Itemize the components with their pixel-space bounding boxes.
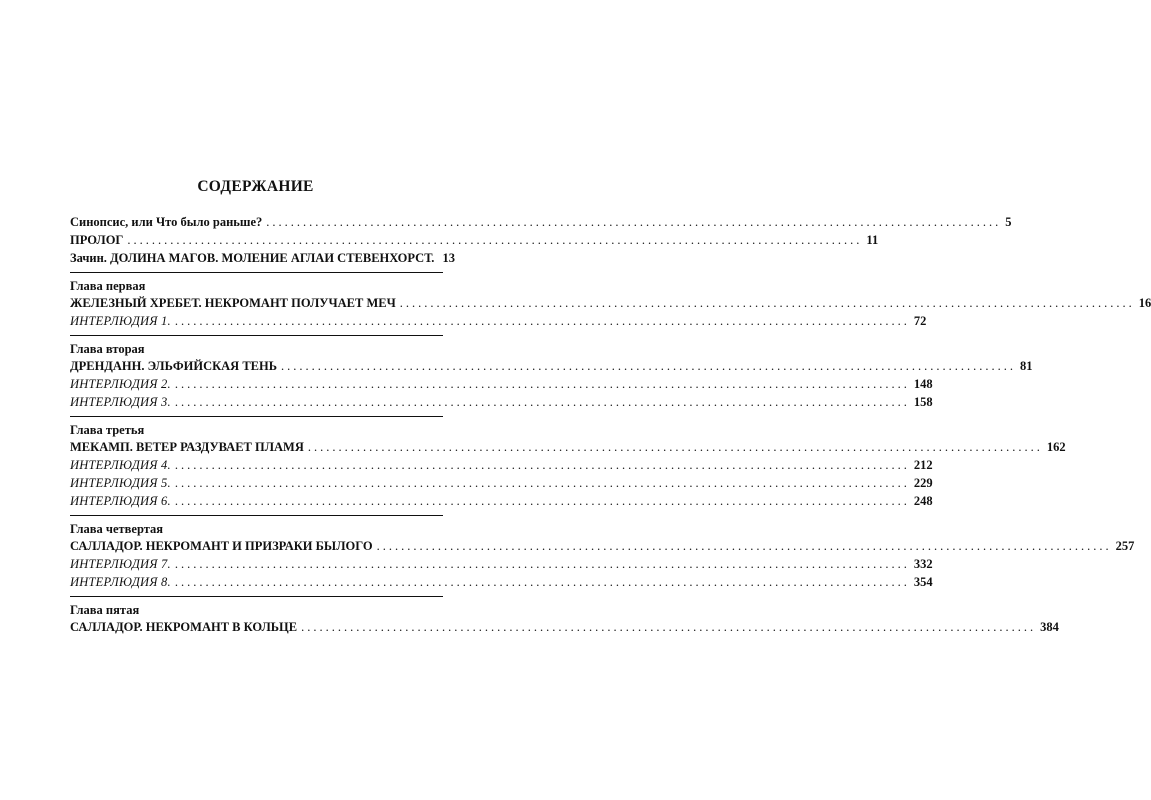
toc-leader-dots: ........................................................................................................................ [281, 359, 1017, 373]
toc-entry-title: МЕКАМП. ВЕТЕР РАЗДУВАЕТ ПЛАМЯ [70, 440, 304, 454]
chapter-heading: Глава четвертая [70, 522, 164, 536]
toc-leader-dots: ........................................................................................................................ [266, 215, 1002, 229]
toc-leader-dots: ........................................................................................................................ [174, 557, 910, 571]
toc-entry-title: Зачин. ДОЛИНА МАГОВ. МОЛЕНИЕ АГЛАИ СТЕВЕНХОРСТ. [70, 251, 435, 265]
section-divider [70, 515, 443, 516]
toc-page-number: 148 [913, 377, 933, 391]
toc-interlude-entry[interactable] [70, 395, 933, 413]
toc-page-number: 332 [913, 557, 933, 571]
toc-page-number: 162 [1046, 440, 1066, 454]
toc-page-number: 5 [1005, 215, 1012, 229]
toc-entry[interactable] [70, 296, 1151, 314]
toc-entry-title: ИНТЕРЛЮДИЯ 1. [70, 314, 171, 328]
toc-entry-title: ИНТЕРЛЮДИЯ 7. [70, 557, 171, 571]
toc-page-number: 212 [913, 458, 933, 472]
toc-page-number: 13 [442, 251, 455, 265]
toc-page-number: 248 [913, 494, 933, 508]
toc-leader-dots: ........................................................................................................................ [376, 539, 1112, 553]
toc-page-number: 229 [913, 476, 933, 490]
toc-leader-dots: ........................................................................................................................ [127, 233, 863, 247]
toc-entry[interactable] [70, 539, 1135, 557]
toc-entry-title: Синопсис, или Что было раньше? [70, 215, 263, 229]
toc-leader-dots: ........................................................................................................................ [301, 620, 1037, 634]
toc-leader-dots: ........................................................................................................................ [174, 395, 910, 409]
toc-page-number: 11 [866, 233, 879, 247]
section-divider [70, 335, 443, 336]
toc-page-number: 81 [1020, 359, 1033, 373]
toc-entry[interactable] [70, 233, 879, 251]
section-divider [70, 596, 443, 597]
chapter-heading: Глава третья [70, 423, 145, 437]
toc-title: СОДЕРЖАНИЕ [197, 178, 314, 195]
toc-entry-title: ИНТЕРЛЮДИЯ 4. [70, 458, 171, 472]
toc-entry[interactable] [70, 251, 455, 269]
toc-entry-title: САЛЛАДОР. НЕКРОМАНТ И ПРИЗРАКИ БЫЛОГО [70, 539, 373, 553]
chapter-heading: Глава первая [70, 279, 146, 293]
toc-leader-dots: ........................................................................................................................ [174, 314, 910, 328]
toc-entry-title: ИНТЕРЛЮДИЯ 8. [70, 575, 171, 589]
toc-page-number: 158 [913, 395, 933, 409]
toc-page-number: 72 [913, 314, 927, 328]
toc-leader-dots: ........................................................................................................................ [399, 296, 1135, 310]
chapter-heading: Глава вторая [70, 342, 145, 356]
toc-leader-dots: ........................................................................................................................ [174, 494, 910, 508]
toc-entry[interactable] [70, 359, 1033, 377]
toc-entry-title: ДРЕНДАНН. ЭЛЬФИЙСКАЯ ТЕНЬ [70, 359, 278, 373]
toc-entry[interactable] [70, 620, 1059, 638]
toc-page-number: 354 [913, 575, 933, 589]
toc-interlude-entry[interactable] [70, 575, 933, 593]
toc-leader-dots: ........................................................................................................................ [174, 377, 910, 391]
toc-entry-title: САЛЛАДОР. НЕКРОМАНТ В КОЛЬЦЕ [70, 620, 298, 634]
toc-interlude-entry[interactable] [70, 494, 933, 512]
toc-interlude-entry[interactable] [70, 377, 933, 395]
toc-entry-title: ИНТЕРЛЮДИЯ 5. [70, 476, 171, 490]
toc-entry[interactable] [70, 440, 1066, 458]
section-divider [70, 272, 443, 273]
table-of-contents [70, 215, 1151, 638]
toc-leader-dots: ........................................................................................................................ [174, 458, 910, 472]
toc-page-number: 257 [1115, 539, 1135, 553]
toc-entry-title: ЖЕЛЕЗНЫЙ ХРЕБЕТ. НЕКРОМАНТ ПОЛУЧАЕТ МЕЧ [70, 296, 396, 310]
toc-entry-title: ПРОЛОГ [70, 233, 124, 247]
toc-entry-title: ИНТЕРЛЮДИЯ 6. [70, 494, 171, 508]
toc-page-number: 384 [1040, 620, 1059, 634]
toc-leader-dots: ........................................................................................................................ [174, 476, 910, 490]
toc-entry-title: ИНТЕРЛЮДИЯ 2. [70, 377, 171, 391]
toc-entry-title: ИНТЕРЛЮДИЯ 3. [70, 395, 171, 409]
toc-leader-dots: ........................................................................................................................ [174, 575, 910, 589]
toc-entry[interactable] [70, 215, 1012, 233]
toc-interlude-entry[interactable] [70, 476, 933, 494]
toc-interlude-entry[interactable] [70, 458, 933, 476]
toc-page-number: 16 [1138, 296, 1151, 310]
section-divider [70, 416, 443, 417]
chapter-heading: Глава пятая [70, 603, 140, 617]
toc-interlude-entry[interactable] [70, 557, 933, 575]
toc-interlude-entry[interactable] [70, 314, 927, 332]
toc-leader-dots: ........................................................................................................................ [307, 440, 1043, 454]
